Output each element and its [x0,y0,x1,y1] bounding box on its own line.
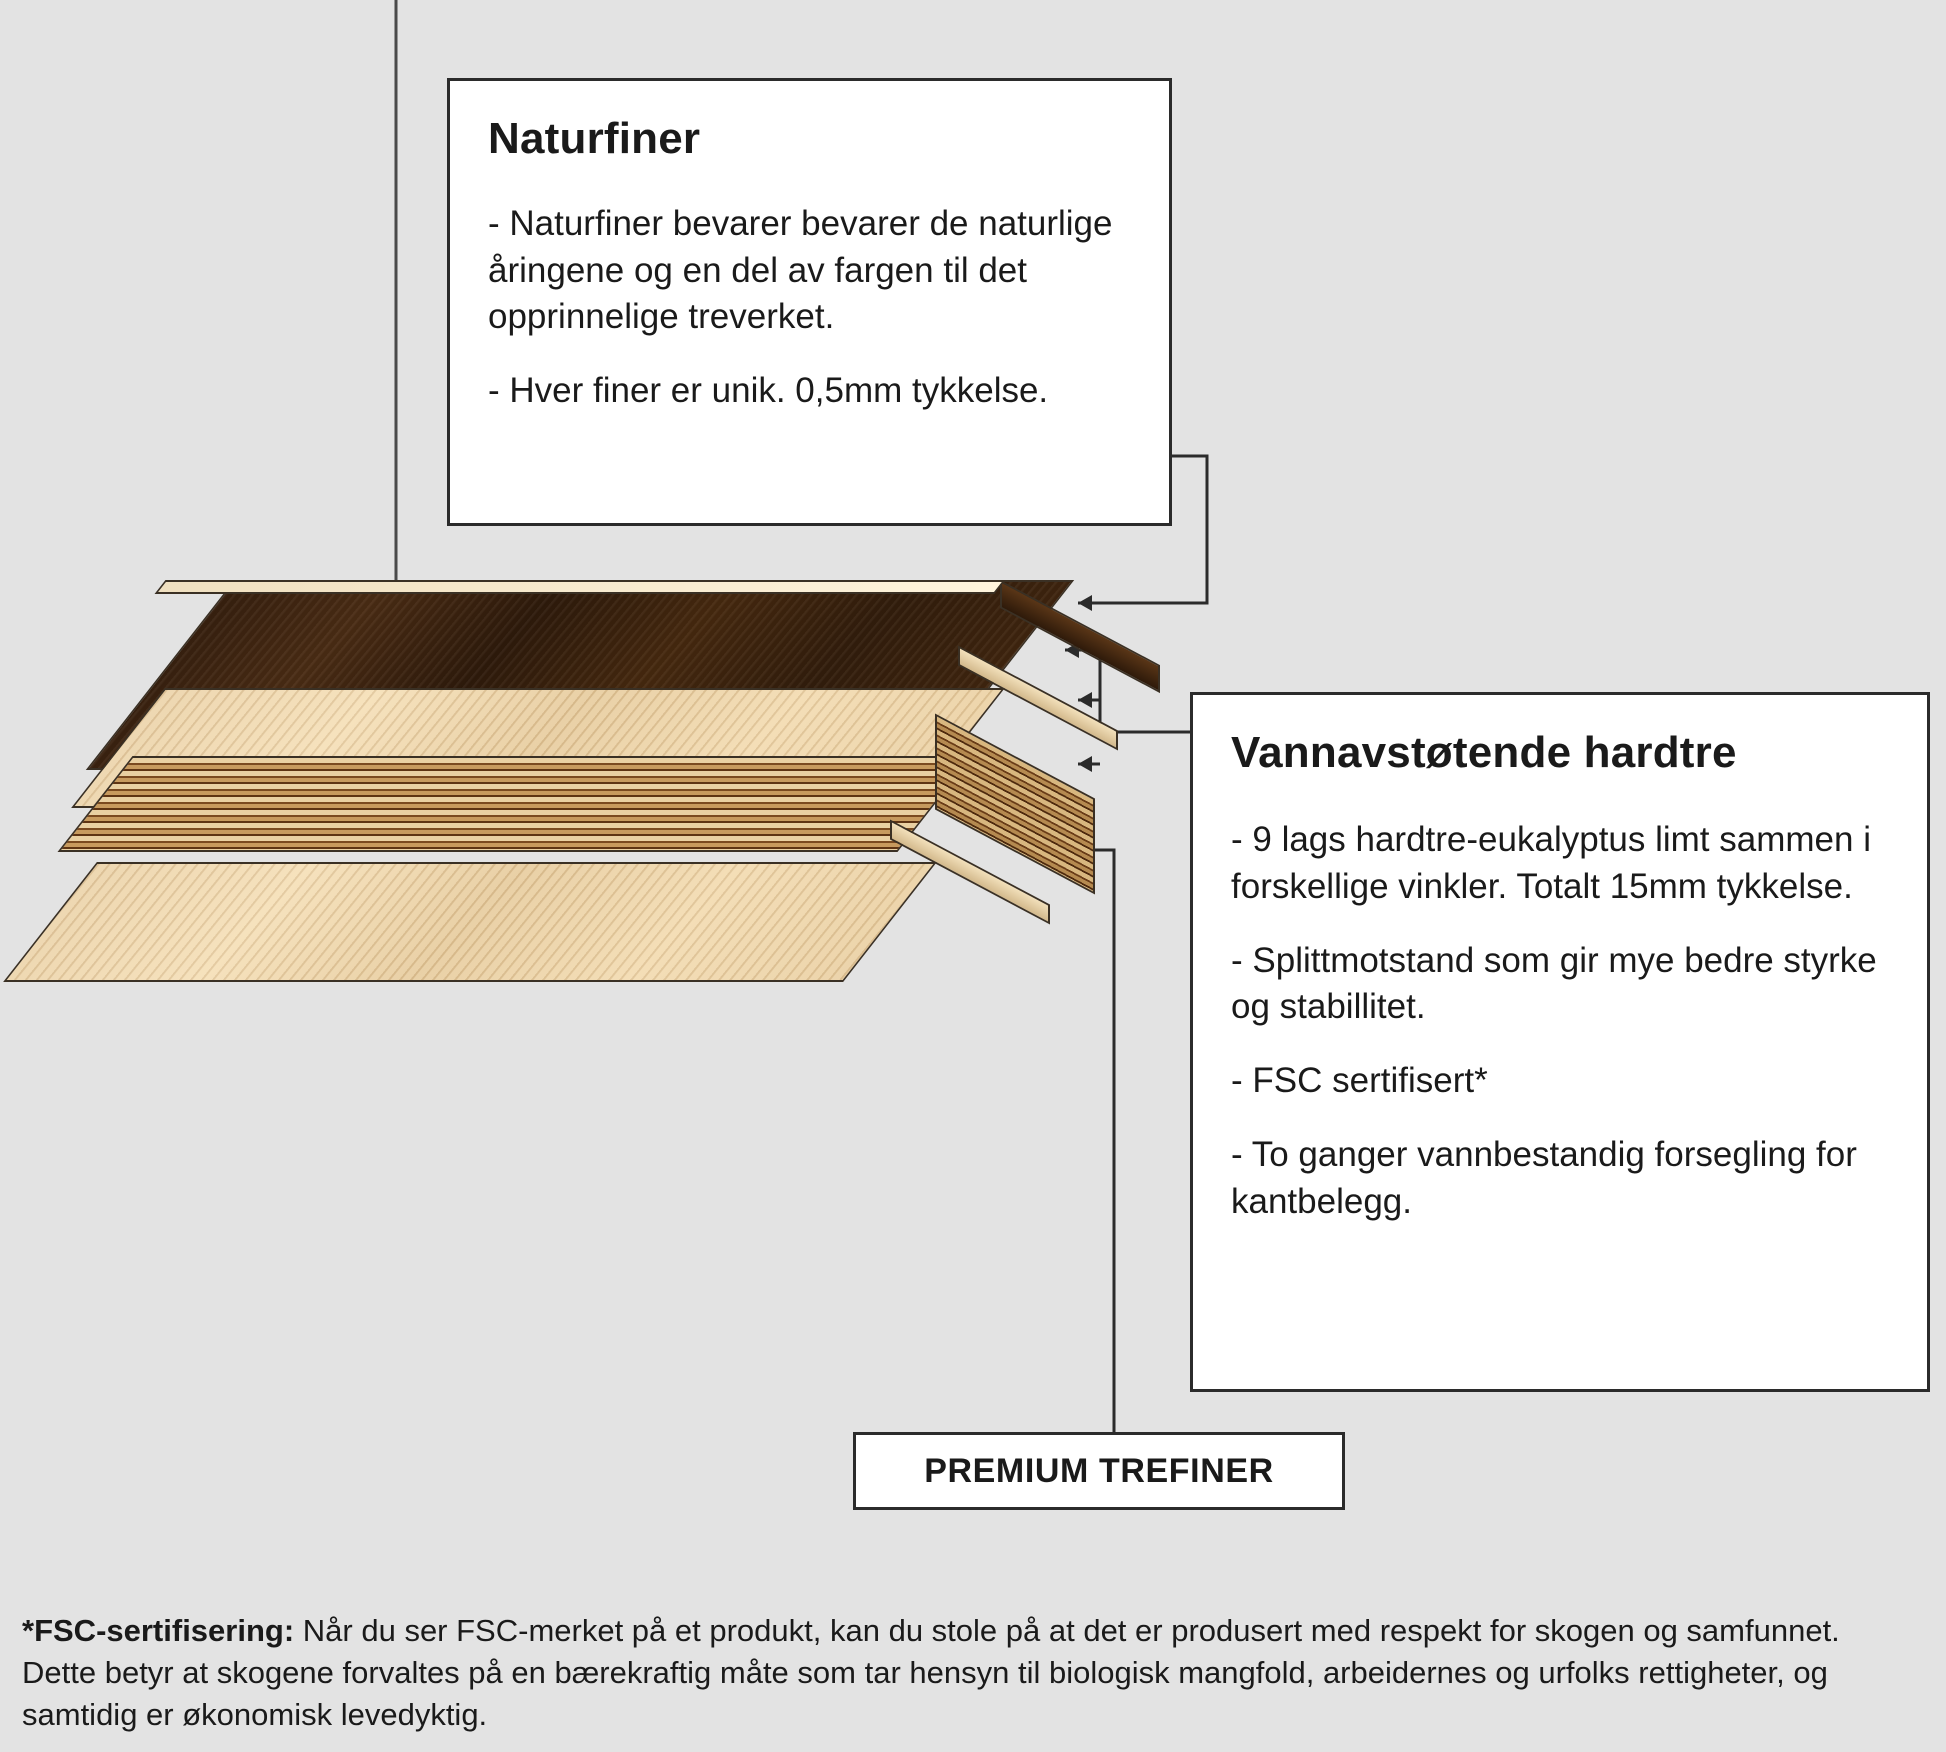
layer-natural-veneer [160,580,1000,594]
callout-natural-veneer [447,78,1172,526]
callout-natural-veneer-title: Naturfiner [488,114,701,163]
callout-core-line-3: - FSC sertifisert* [1231,1061,1488,1101]
callout-natural-veneer-line-1: - Naturfiner bevarer bevarer de naturlige åringene og en del av fargen til det opprinnelige treverket. [488,204,1113,336]
callout-core-line-2: - Splittmotstand som gir mye bedre styrke og stabillitet. [1231,940,1877,1026]
fsc-footnote [22,1610,1922,1736]
product-label-text: PREMIUM TREFINER [924,1451,1274,1490]
fsc-footnote-lead: *FSC-sertifisering: [22,1613,295,1648]
callout-natural-veneer-line-2: - Hver finer er unik. 0,5mm tykkelse. [488,370,1049,410]
fsc-footnote-body: Når du ser FSC-merket på et produkt, kan du stole på at det er produsert med respekt for skogen og samfunnet. Dette betyr at skogene forvaltes på en bærekraftig måte som tar hensyn til biologisk mangfold, arbeidernes og urfolks rettigheter, og samtidig er økonomisk levedyktig. [22,1613,1840,1733]
callout-water-resistant-hardwood-title: Vannavstøtende hardtre [1231,728,1737,777]
callout-product-label [853,1432,1345,1510]
callout-core-line-1: - 9 lags hardtre-eukalyptus limt sammen i forskellige vinkler. Totalt 15mm tykkelse. [1231,820,1871,906]
callout-core-line-4: - To ganger vannbestandig forsegling for kantbelegg. [1231,1135,1857,1221]
exploded-board-illustration [40,580,1100,1050]
callout-water-resistant-hardwood [1190,692,1930,1392]
